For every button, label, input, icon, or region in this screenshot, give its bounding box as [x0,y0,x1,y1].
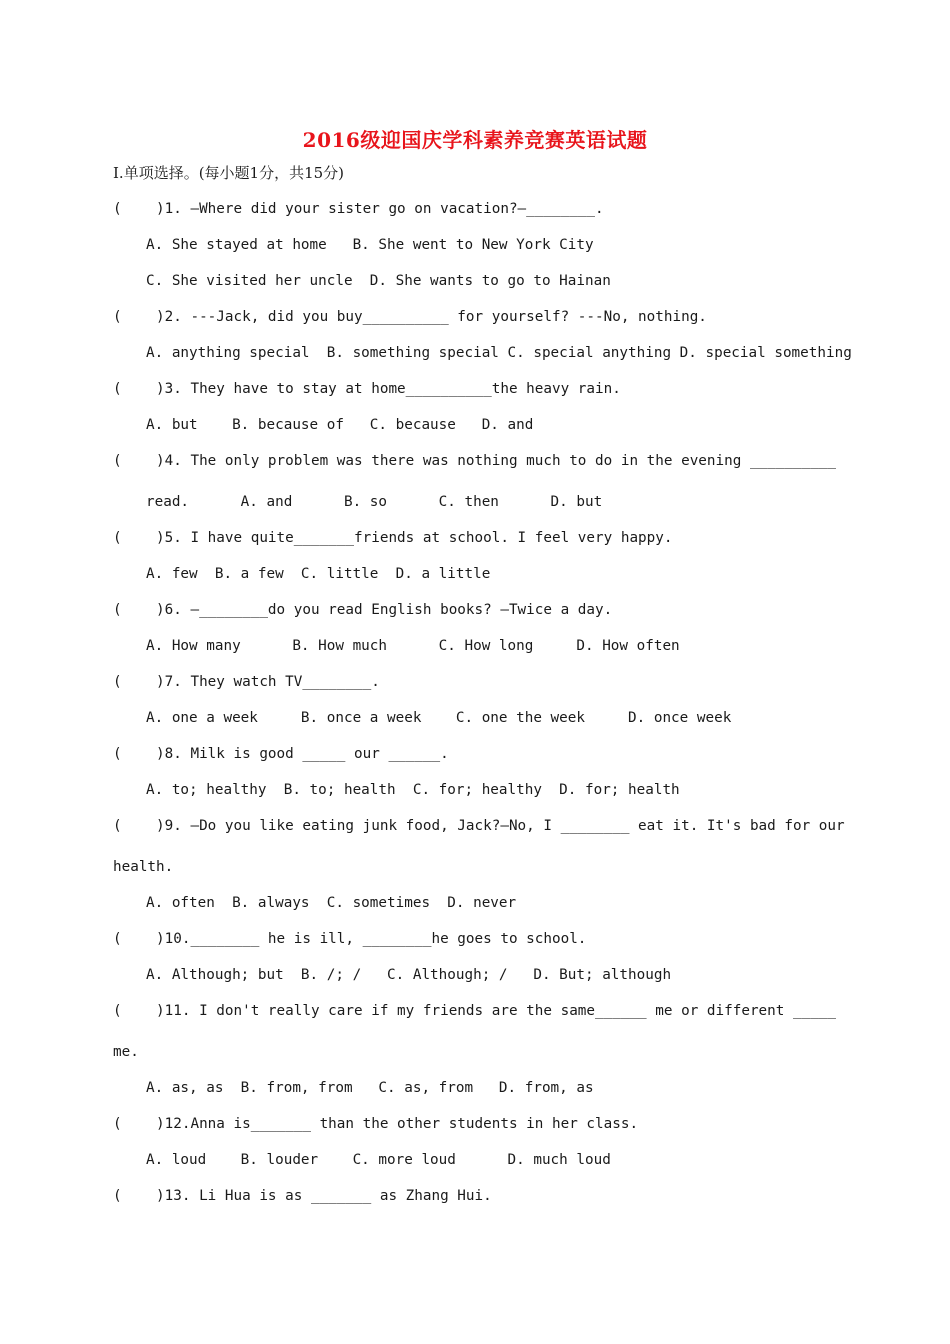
question-line: ( )5. I have quite_______friends at school. I feel very happy. [113,530,673,546]
answer-options: A. but B. because of C. because D. and [146,417,534,433]
question-line: ( )6. —________do you read English books? —Twice a day. [113,602,613,618]
question-line: ( )13. Li Hua is as _______ as Zhang Hui. [113,1188,492,1204]
answer-options: read. A. and B. so C. then D. but [146,494,603,510]
answer-options: A. How many B. How much C. How long D. How often [146,638,680,654]
answer-options: A. to; healthy B. to; health C. for; healthy D. for; health [146,782,680,798]
answer-options: A. one a week B. once a week C. one the week D. once week [146,710,732,726]
answer-options: C. She visited her uncle D. She wants to go to Hainan [146,273,611,289]
question-line: health. [113,859,174,875]
exam-title: 2016级迎国庆学科素养竞赛英语试题 [302,128,648,152]
question-line: ( )1. —Where did your sister go on vacation?—________. [113,201,604,217]
section-heading: Ⅰ.单项选择。(每小题1分，共15分) [113,164,345,182]
question-line: ( )10.________ he is ill, ________he goes to school. [113,931,587,947]
answer-options: A. as, as B. from, from C. as, from D. from, as [146,1080,594,1096]
answer-options: A. often B. always C. sometimes D. never [146,895,517,911]
answer-options: A. Although; but B. /; / C. Although; / D. But; although [146,967,672,983]
question-line: ( )9. —Do you like eating junk food, Jack?—No, I ________ eat it. It's bad for our [113,818,845,834]
answer-options: A. few B. a few C. little D. a little [146,566,491,582]
question-line: me. [113,1044,139,1060]
question-line: ( )2. ---Jack, did you buy__________ for yourself? ---No, nothing. [113,309,707,325]
answer-options: A. loud B. louder C. more loud D. much loud [146,1152,611,1168]
question-line: ( )4. The only problem was there was nothing much to do in the evening __________ [113,453,837,469]
answer-options: A. She stayed at home B. She went to New York City [146,237,594,253]
question-line: ( )8. Milk is good _____ our ______. [113,746,449,762]
question-line: ( )3. They have to stay at home__________the heavy rain. [113,381,621,397]
answer-options: A. anything special B. something special C. special anything D. special something [146,345,852,361]
question-line: ( )7. They watch TV________. [113,674,380,690]
question-line: ( )12.Anna is_______ than the other students in her class. [113,1116,639,1132]
question-line: ( )11. I don't really care if my friends are the same______ me or different _____ [113,1003,837,1019]
